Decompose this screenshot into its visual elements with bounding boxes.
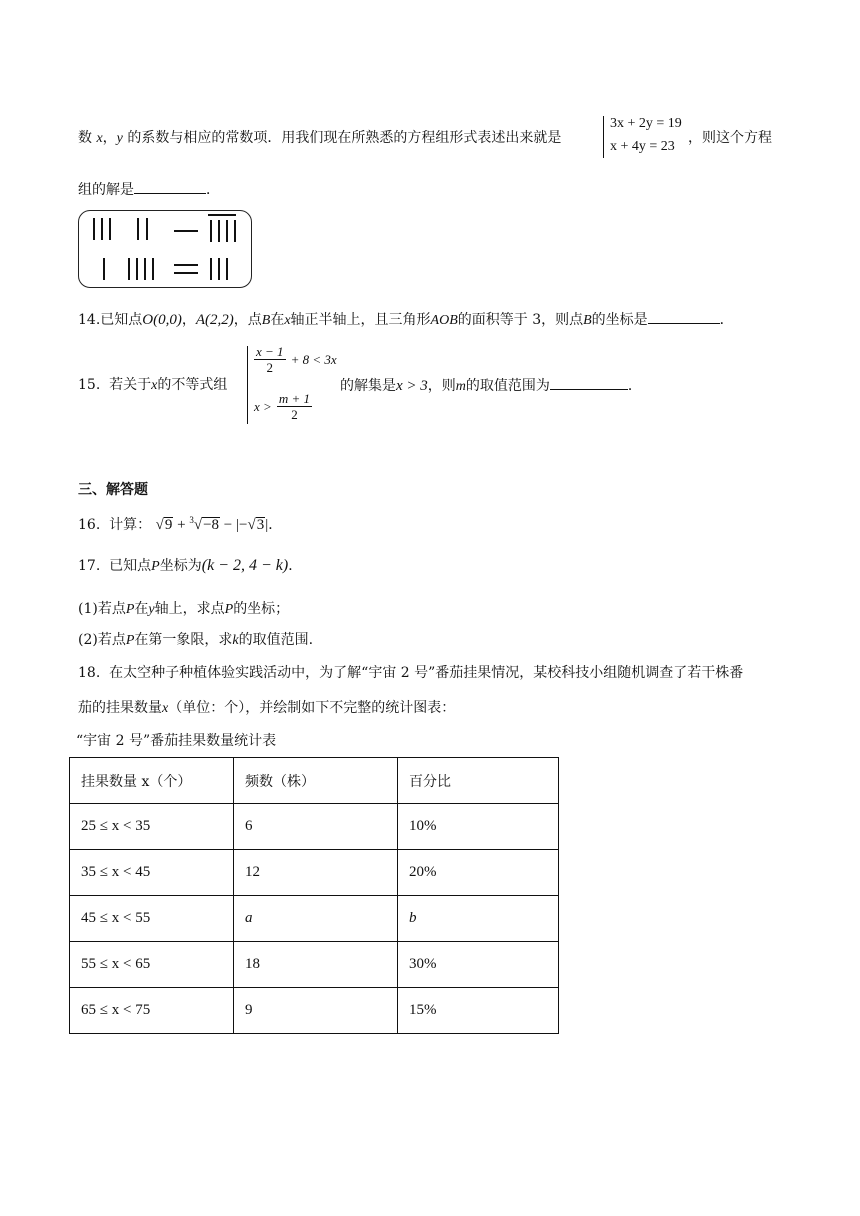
answer-blank[interactable] xyxy=(550,375,628,390)
intro-line1-suffix: ，则这个方程 xyxy=(688,130,772,146)
q17-end: ． xyxy=(288,558,303,574)
rod xyxy=(101,218,103,240)
question-number: 17. xyxy=(78,558,101,574)
var-x: x xyxy=(284,313,291,328)
rod xyxy=(208,214,236,216)
rod xyxy=(174,272,198,274)
table-cell: 30% xyxy=(398,942,559,988)
fraction-denominator: 2 xyxy=(266,360,274,375)
point-a: A(2,2) xyxy=(195,312,234,328)
rod xyxy=(152,258,154,280)
rod xyxy=(109,218,111,240)
table-cell: 20% xyxy=(398,850,559,896)
table-row xyxy=(70,988,559,1034)
question-15-cont xyxy=(340,375,642,397)
rod xyxy=(218,258,220,280)
q14-text: 在 xyxy=(270,312,285,328)
table-cell: 55 ≤ x < 65 xyxy=(70,942,234,988)
table-cell: 6 xyxy=(234,804,398,850)
rod xyxy=(144,258,146,280)
table-cell: 35 ≤ x < 45 xyxy=(70,850,234,896)
table-header-row xyxy=(70,758,559,804)
rod xyxy=(128,258,130,280)
answer-blank[interactable] xyxy=(134,179,206,194)
var-k: k xyxy=(232,633,239,648)
q15-text: ，则 xyxy=(427,378,456,394)
q17-text: 在第一象限，求 xyxy=(134,632,233,648)
table-cell: 12 xyxy=(234,850,398,896)
q15-text: 若关于 xyxy=(109,377,152,393)
table-header: 百分比 xyxy=(398,758,559,804)
table-cell: 25 ≤ x < 35 xyxy=(70,804,234,850)
q17-text: 的取值范围. xyxy=(238,632,314,648)
q15-text: 的不等式组 xyxy=(157,377,228,393)
rod xyxy=(146,218,148,240)
var-x: x xyxy=(96,131,103,146)
intro-line2 xyxy=(78,179,220,200)
q15-text: 的解集是 xyxy=(340,378,396,394)
q14-text: ，点 xyxy=(233,312,262,328)
q17-text: 的坐标； xyxy=(233,601,290,617)
question-17-part-1 xyxy=(78,599,289,620)
table-cell: 45 ≤ x < 55 xyxy=(70,896,234,942)
statistics-table xyxy=(69,757,559,1034)
inequality-1-rest: + 8 < 3x xyxy=(290,352,337,367)
intro-line2-text: 组的解是 xyxy=(78,182,134,198)
inequality-2-left: x > xyxy=(254,399,272,414)
table-cell: 10% xyxy=(398,804,559,850)
intro-line1 xyxy=(78,128,561,149)
table-cell: b xyxy=(398,896,559,942)
fraction xyxy=(277,391,312,422)
abs-inner-sign: − xyxy=(239,517,248,533)
fraction-denominator: 2 xyxy=(291,407,298,422)
question-18 xyxy=(78,663,743,683)
table-header: 频数（株） xyxy=(234,758,398,804)
table-row xyxy=(70,942,559,988)
question-number: 16. xyxy=(78,517,101,533)
cube-root-index: 3 xyxy=(189,515,194,525)
var-p: P xyxy=(224,602,234,617)
inequality-system-brace xyxy=(247,346,248,424)
q16-end: ． xyxy=(268,517,283,533)
table-header: 挂果数量 x（个） xyxy=(70,758,234,804)
rod xyxy=(93,218,95,240)
q14-text: 已知点 xyxy=(100,312,143,328)
fraction xyxy=(254,344,286,375)
q17-text: (2)若点 xyxy=(78,632,126,648)
var-y: y xyxy=(148,602,155,617)
rod xyxy=(226,258,228,280)
var-x: x xyxy=(151,378,158,393)
rod xyxy=(174,230,198,232)
plus-sign: + xyxy=(177,517,186,533)
question-17 xyxy=(78,556,302,577)
q14-text: 的坐标是 xyxy=(591,312,648,328)
inequality-2 xyxy=(254,391,312,422)
rod xyxy=(218,220,220,242)
question-number: 14. xyxy=(78,312,101,328)
inequality-1 xyxy=(254,344,337,375)
sqrt-radicand: 9 xyxy=(164,517,173,533)
intro-sep: ， xyxy=(102,130,117,146)
question-15 xyxy=(78,375,227,396)
equation-2: x + 4y = 23 xyxy=(610,139,675,154)
sqrt-radicand: 3 xyxy=(256,517,265,533)
q17-text: 坐标为 xyxy=(159,558,202,574)
table-cell: 9 xyxy=(234,988,398,1034)
q18-line1: 在太空种子种植体验实践活动中，为了解“宇宙 2 号”番茄挂果情况，某校科技小组随机调查了若干株番 xyxy=(109,665,744,681)
table-cell: 18 xyxy=(234,942,398,988)
rod xyxy=(210,220,212,242)
q17-text: 轴上，求点 xyxy=(154,601,225,617)
q18-text: 茄的挂果数量 xyxy=(78,700,162,716)
table-cell: a xyxy=(234,896,398,942)
var-b: B xyxy=(261,313,271,328)
table-cell: 15% xyxy=(398,988,559,1034)
var-b: B xyxy=(583,313,592,328)
fraction-numerator: m + 1 xyxy=(278,391,311,406)
q17-text: (1)若点 xyxy=(78,601,126,617)
intro-text: 数 xyxy=(78,130,92,146)
var-y: y xyxy=(116,131,123,146)
q15-text: 的取值范围为 xyxy=(465,378,550,394)
var-m: m xyxy=(455,379,466,394)
question-14 xyxy=(78,309,734,331)
cube-root-radicand: −8 xyxy=(203,517,220,533)
rod xyxy=(103,258,105,280)
question-16 xyxy=(78,510,282,535)
q18-text: （单位：个），并绘制如下不完整的统计图表： xyxy=(168,700,456,716)
rod xyxy=(210,258,212,280)
rod xyxy=(174,264,198,266)
intro-text-mid: 的系数与相应的常数项．用我们现在所熟悉的方程组形式表述出来就是 xyxy=(122,130,562,146)
fraction-numerator: x − 1 xyxy=(256,344,284,359)
q14-text: 轴正半轴上，且三角形 xyxy=(290,312,431,328)
q14-end: ． xyxy=(719,312,734,328)
table-row xyxy=(70,896,559,942)
q15-end: ． xyxy=(627,378,642,394)
minus-sign: − xyxy=(223,517,233,533)
solution-set: x > 3 xyxy=(396,378,428,394)
q17-text: 已知点 xyxy=(109,558,152,574)
var-p: P xyxy=(151,559,160,574)
table-row xyxy=(70,804,559,850)
var-p: P xyxy=(125,602,135,617)
intro-line2-end: ． xyxy=(206,182,220,198)
var-p: P xyxy=(125,633,135,648)
rod xyxy=(136,258,138,280)
q17-text: 在 xyxy=(134,601,149,617)
triangle-aob: AOB xyxy=(430,313,458,328)
equation-system-brace xyxy=(603,116,604,158)
rod xyxy=(234,220,236,242)
q14-text: 的面积等于 3，则点 xyxy=(457,312,584,328)
table-title: “宇宙 2 号”番茄挂果数量统计表 xyxy=(76,733,277,749)
rod xyxy=(226,220,228,242)
question-number: 15. xyxy=(78,377,101,393)
rod xyxy=(137,218,139,240)
answer-blank[interactable] xyxy=(648,309,720,324)
question-number: 18. xyxy=(78,665,101,681)
q14-comma: ， xyxy=(181,312,196,328)
question-18-line2 xyxy=(78,698,455,719)
point-o: O(0,0) xyxy=(142,312,182,328)
table-cell: 65 ≤ x < 75 xyxy=(70,988,234,1034)
question-17-part-2 xyxy=(78,630,313,651)
equation-1: 3x + 2y = 19 xyxy=(610,116,682,131)
section-heading: 三、解答题 xyxy=(78,482,148,498)
q16-text: 计算： xyxy=(109,517,152,533)
var-x: x xyxy=(162,701,169,716)
table-row xyxy=(70,850,559,896)
point-p-coordinates: (k − 2, 4 − k) xyxy=(201,557,289,574)
expression: √9 + $^3$√−8 − |−√3| xyxy=(155,515,269,533)
